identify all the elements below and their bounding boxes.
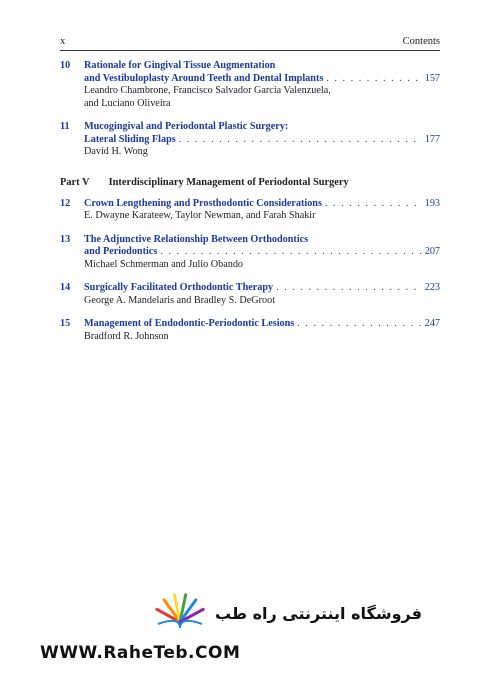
chapter-title-line: The Adjunctive Relationship Between Orthodontics [84,233,309,245]
dot-leader [276,282,422,295]
chapter-authors: and Luciano Oliveira [84,97,171,109]
watermark-url: WWW.RaheTeb.COM [40,643,241,663]
part-title: Interdisciplinary Management of Periodontal Surgery [108,176,349,188]
book-logo-icon [150,590,210,630]
chapter-title-line: Mucogingival and Periodontal Plastic Surgery: [84,121,289,132]
chapter-title-line: Lateral Sliding Flaps [84,133,176,145]
page-ref: 207 [424,246,440,257]
chapter-title-line: Rationale for Gingival Tissue Augmentation [84,60,276,71]
chapter-title-line: and Vestibuloplasty Around Teeth and Dental Implants [84,72,324,84]
chapter-authors: George A. Mandelaris and Bradley S. DeGroot [84,294,276,306]
watermark-persian-text: فروشگاه اینترنتی راه طب [215,604,422,623]
dot-leader [326,73,421,86]
chapter-number: 14 [60,282,71,293]
toc-entry[interactable] [60,121,440,159]
chapter-number: 13 [60,233,71,245]
toc-group-a [60,60,440,159]
toc-entry[interactable] [60,198,440,223]
page-ref: 177 [424,133,440,145]
dot-leader [179,134,422,147]
chapter-title-line: Surgically Facilitated Orthodontic Therapy [84,282,274,293]
chapter-title-line: and Periodontics [84,246,158,257]
page-ref: 247 [424,318,440,329]
toc-entry[interactable] [60,318,440,343]
toc-group-b [60,198,440,344]
header-rule [60,50,440,51]
page-ref: 193 [424,197,440,209]
part-label: Part V [60,176,90,188]
page-number: x [60,36,66,47]
page-ref: 157 [424,72,440,84]
chapter-authors: David H. Wong [84,146,148,157]
part-heading [60,177,440,188]
chapter-authors: E. Dwayne Karateew, Taylor Newman, and Farah Shakir [84,210,316,221]
chapter-number: 10 [60,60,71,71]
dot-leader [325,198,422,211]
dot-leader [160,246,421,259]
chapter-number: 11 [60,121,70,132]
running-header [60,36,440,50]
chapter-authors: Michael Schmerman and Julio Obando [84,258,244,270]
chapter-number: 15 [60,318,71,329]
toc-entry[interactable] [60,234,440,272]
chapter-number: 12 [60,197,71,209]
dot-leader [297,318,421,331]
section-title: Contents [402,36,440,47]
toc-entry[interactable] [60,60,440,110]
page-ref: 223 [424,282,440,293]
chapter-authors: Leandro Chambrone, Francisco Salvador Garcia Valenzuela, [84,85,331,96]
chapter-title-line: Management of Endodontic-Periodontic Lesions [84,318,295,329]
chapter-title-line: Crown Lengthening and Prosthodontic Considerations [84,197,322,209]
chapter-authors: Bradford R. Johnson [84,330,169,342]
toc-entry[interactable] [60,282,440,307]
table-of-contents [60,60,440,354]
